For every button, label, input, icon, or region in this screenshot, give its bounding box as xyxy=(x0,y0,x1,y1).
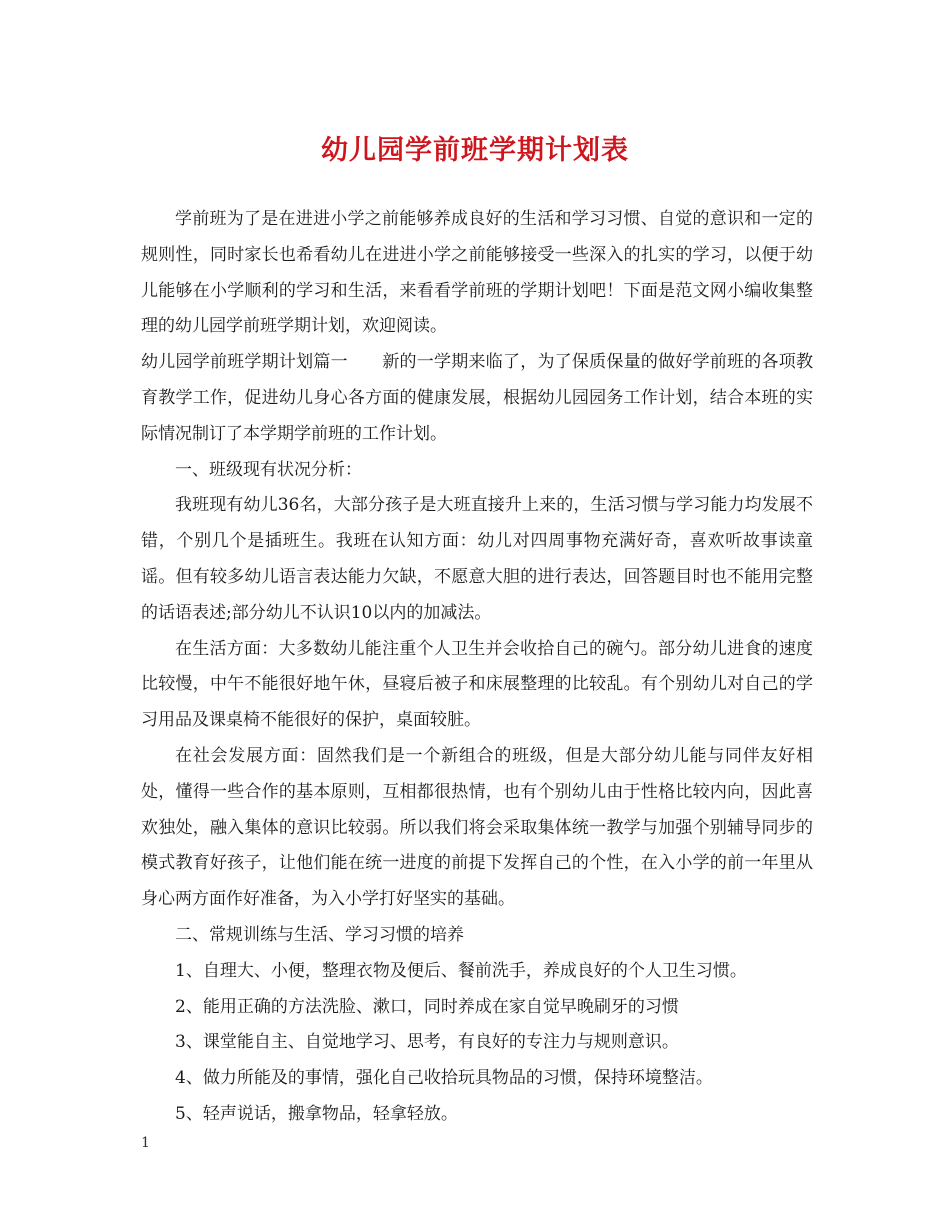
section-heading-routine-training: 二、常规训练与生活、学习习惯的培养 xyxy=(175,924,464,945)
list-item-4: 4、做力所能及的事情，强化自己收拾玩具物品的习惯，保持环境整洁。 xyxy=(175,1068,713,1089)
paragraph-social-development: 在社会发展方面：固然我们是一个新组合的班级，但是大部分幼儿能与同伴友好相处，懂得一些合作的基本原则，互相都很热情，也有个别幼儿由于性格比较内向，因此喜欢独处，融入集体的意识比较弱。所以我们将会采取集体统一教学与加强个别辅导同步的模式教育好孩子，让他们能在统一进度的前提下发挥自己的个性，在入小学的前一年里从身心两方面作好准备，为入小学打好坚实的基础。 xyxy=(141,745,813,910)
document-body xyxy=(141,202,813,1133)
paragraph-daily-life: 在生活方面：大多数幼儿能注重个人卫生并会收拾自己的碗勺。部分幼儿进食的速度比较慢，中午不能很好地午休，昼寝后被子和床展整理的比较乱。有个别幼儿对自己的学习用品及课桌椅不能很好的保护，桌面较脏。 xyxy=(141,638,813,731)
section-heading-class-analysis: 一、班级现有状况分析： xyxy=(175,459,362,480)
list-item-5: 5、轻声说话，搬拿物品，轻拿轻放。 xyxy=(175,1103,458,1124)
page-number: 1 xyxy=(141,1135,150,1151)
document-title: 幼儿园学前班学期计划表 xyxy=(321,135,629,166)
list-item-3: 3、课堂能自主、自觉地学习、思考，有良好的专注力与规则意识。 xyxy=(175,1032,679,1053)
list-item-1: 1、自理大、小便，整理衣物及便后、餐前洗手，养成良好的个人卫生习惯。 xyxy=(175,960,747,981)
paragraph-plan-one: 幼儿园学前班学期计划篇一 新的一学期来临了，为了保质保量的做好学前班的各项教育教学工作，促进幼儿身心各方面的健康发展，根据幼儿园园务工作计划，结合本班的实际情况制订了本学期学前班的工作计划。 xyxy=(141,352,813,444)
paragraph-intro: 学前班为了是在进进小学之前能够养成良好的生活和学习习惯、自觉的意识和一定的规则性，同时家长也希看幼儿在进进小学之前能够接受一些深入的扎实的学习，以便于幼儿能够在小学顺利的学习和生活，来看看学前班的学期计划吧！下面是范文网小编收集整理的幼儿园学前班学期计划，欢迎阅读。 xyxy=(141,209,813,337)
list-item-2: 2、能用正确的方法洗脸、漱口，同时养成在家自觉早晚刷牙的习惯 xyxy=(175,996,679,1017)
paragraph-cognition: 我班现有幼儿36名，大部分孩子是大班直接升上来的，生活习惯与学习能力均发展不错，个别几个是插班生。我班在认知方面：幼儿对四周事物充满好奇，喜欢听故事读童谣。但有较多幼儿语言表达能力欠缺，不愿意大胆的进行表达，回答题目时也不能用完整的话语表述;部分幼儿不认识10以内的加减法。 xyxy=(141,495,813,623)
